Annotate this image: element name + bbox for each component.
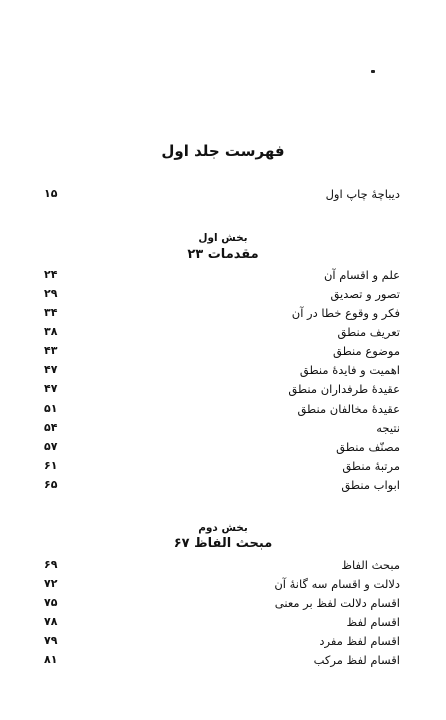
toc-entry-page: ۳۸ bbox=[44, 325, 58, 338]
toc-title: فهرست جلد اول bbox=[161, 142, 285, 160]
toc-entry-label: عقیدهٔ طرفداران منطق bbox=[288, 382, 400, 396]
toc-entry-label: اهمیت و فایدهٔ منطق bbox=[299, 363, 400, 377]
toc-entry-label: اقسام دلالت لفظ بر معنی bbox=[274, 596, 400, 610]
toc-entry-page: ۵۱ bbox=[44, 402, 58, 415]
toc-entry bbox=[44, 438, 400, 456]
toc-entry-label: مرتبهٔ منطق bbox=[342, 459, 400, 473]
toc-entry bbox=[44, 400, 400, 418]
toc-entry-label: مصنّف منطق bbox=[336, 440, 400, 454]
toc-entry-page: ۳۴ bbox=[44, 306, 58, 319]
toc-entry-page: ۷۹ bbox=[44, 634, 58, 647]
toc-entry-label: تصور و تصدیق bbox=[330, 287, 400, 301]
toc-entry-label: اقسام لفظ bbox=[346, 615, 400, 629]
toc-entry-page: ۶۱ bbox=[44, 459, 58, 472]
toc-entry-page: ۵۴ bbox=[44, 421, 58, 434]
part1-label: بخش اول bbox=[198, 232, 248, 244]
toc-entry-label: عقیدهٔ مخالفان منطق bbox=[297, 402, 400, 416]
toc-entry-label: تعریف منطق bbox=[337, 325, 400, 339]
toc-entry-preface bbox=[44, 185, 400, 203]
toc-entry bbox=[44, 556, 400, 574]
toc-entry-page: ۶۹ bbox=[44, 558, 58, 571]
toc-entry-label: دیباچهٔ چاپ اول bbox=[325, 187, 400, 201]
toc-entry bbox=[44, 419, 400, 437]
toc-entry-label: علم و اقسام آن bbox=[323, 268, 400, 282]
toc-entry bbox=[44, 651, 400, 669]
part2-label: بخش دوم bbox=[198, 522, 248, 534]
ink-speck bbox=[371, 70, 375, 73]
toc-entry-label: موضوع منطق bbox=[333, 344, 400, 358]
toc-entry bbox=[44, 476, 400, 494]
toc-entry bbox=[44, 323, 400, 341]
toc-entry-page: ۴۳ bbox=[44, 344, 58, 357]
toc-entry bbox=[44, 285, 400, 303]
toc-entry bbox=[44, 594, 400, 612]
part2-heading: مبحث الفاظ ۶۷ bbox=[173, 536, 273, 551]
toc-entry-label: مبحث الفاظ bbox=[341, 558, 400, 572]
toc-entry bbox=[44, 342, 400, 360]
toc-entry-page: ۲۹ bbox=[44, 287, 58, 300]
toc-entry-page: ۲۴ bbox=[44, 268, 58, 281]
toc-entry bbox=[44, 457, 400, 475]
toc-entry-label: ابواب منطق bbox=[341, 478, 400, 492]
toc-entry-page: ۱۵ bbox=[44, 187, 58, 200]
toc-entry-label: دلالت و اقسام سه گانهٔ آن bbox=[274, 577, 400, 591]
toc-entry-page: ۷۸ bbox=[44, 615, 58, 628]
toc-entry bbox=[44, 575, 400, 593]
toc-entry bbox=[44, 380, 400, 398]
toc-entry-label: نتیجه bbox=[376, 421, 400, 435]
toc-entry bbox=[44, 304, 400, 322]
toc-entry-label: اقسام لفظ مفرد bbox=[319, 634, 400, 648]
toc-entry bbox=[44, 361, 400, 379]
toc-entry-label: اقسام لفظ مرکب bbox=[313, 653, 400, 667]
toc-entry bbox=[44, 632, 400, 650]
toc-entry-page: ۸۱ bbox=[44, 653, 58, 666]
toc-entry-page: ۵۷ bbox=[44, 440, 58, 453]
toc-entry-page: ۶۵ bbox=[44, 478, 58, 491]
toc-entry bbox=[44, 613, 400, 631]
toc-entry-page: ۴۷ bbox=[44, 363, 58, 376]
part1-heading: مقدمات ۲۳ bbox=[187, 247, 259, 262]
toc-entry-page: ۴۷ bbox=[44, 382, 58, 395]
toc-entry bbox=[44, 266, 400, 284]
toc-entry-page: ۷۵ bbox=[44, 596, 58, 609]
toc-entry-page: ۷۲ bbox=[44, 577, 58, 590]
toc-entry-label: فکر و وقوع خطا در آن bbox=[291, 306, 400, 320]
